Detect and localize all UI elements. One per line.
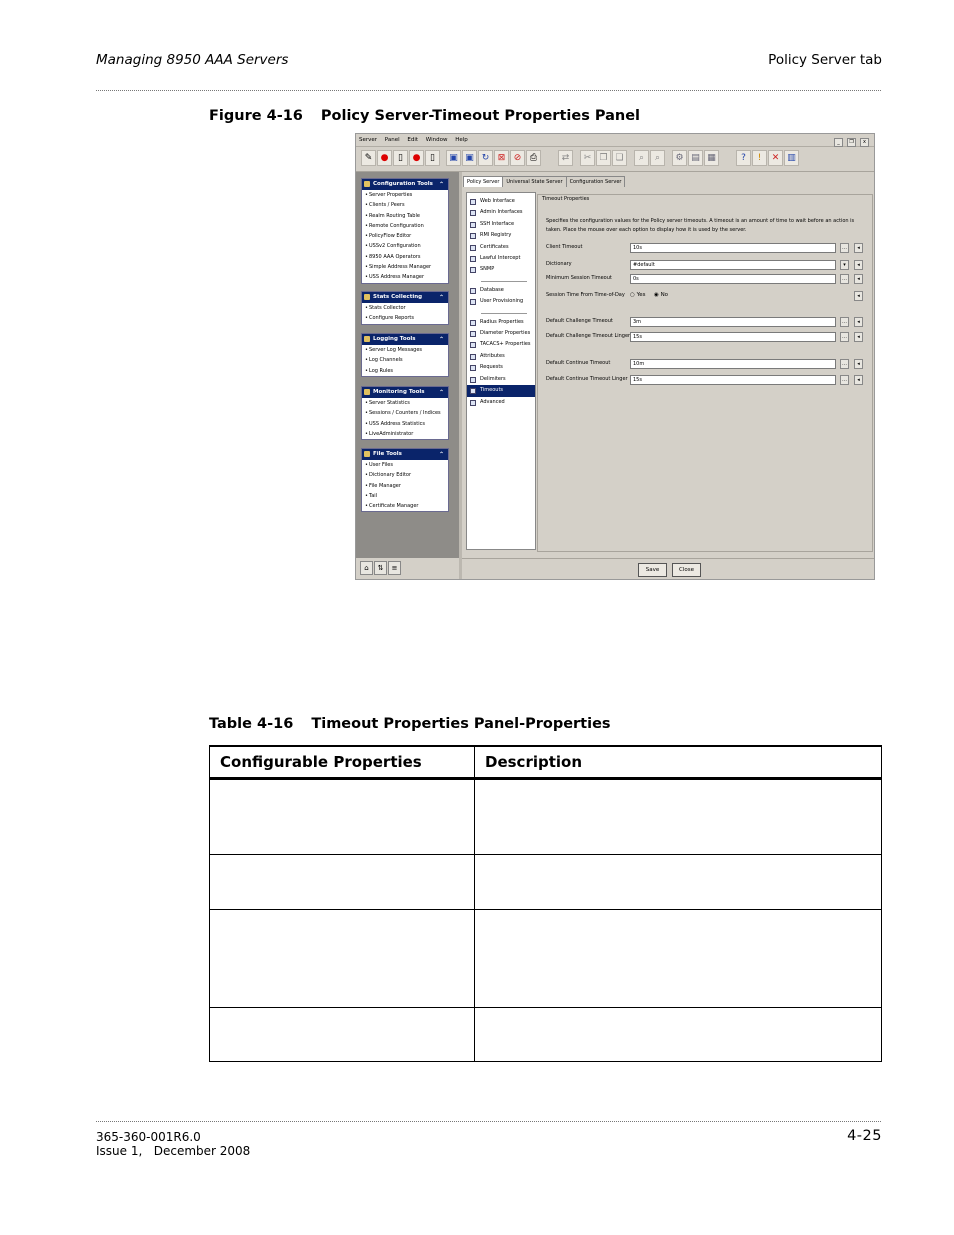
sidebar-item[interactable]: • Tail [362,491,448,501]
nav-item[interactable]: Attributes [467,351,535,362]
sidebar-item[interactable]: • Server Statistics [362,398,448,408]
sidebar-item[interactable]: • Realm Routing Table [362,211,448,221]
nav-item[interactable]: Requests [467,362,535,373]
default-challenge-linger-input[interactable]: 15s [630,332,836,342]
record-icon[interactable]: ● [377,150,392,166]
nav-item[interactable]: Advanced [467,397,535,408]
remove-icon[interactable]: ⊘ [510,150,525,166]
database-icon[interactable]: ▥ [784,150,799,166]
file-tools-box [361,448,449,512]
nav-item[interactable]: Radius Properties [467,317,535,328]
restore-icon[interactable]: ❐ [847,138,856,147]
sidebar-item[interactable]: • Log Rules [362,366,448,376]
connect-icon[interactable]: ✎ [361,150,376,166]
paste-icon[interactable]: ❏ [612,150,627,166]
menu-edit[interactable]: Edit [407,137,419,143]
figure-number: Figure 4-16 [209,108,303,124]
no-radio[interactable]: ◉ No [654,292,669,298]
logging-tools-header[interactable]: Logging Tools ⌃ [362,334,448,345]
nav-item[interactable]: SSH Interface [467,219,535,230]
reset-button[interactable]: ◂ [854,332,863,342]
footer-doc-info [96,1130,250,1158]
table-cell [210,1008,475,1062]
panel-title: Timeout Properties [542,196,590,202]
menu-server[interactable]: Server [359,137,378,143]
home-icon[interactable]: ⌂ [360,561,373,575]
nav-item[interactable]: Diameter Properties [467,328,535,339]
field-label: Default Continue Timeout [546,360,611,366]
stats-collecting-box [361,291,449,325]
reset-button[interactable]: ◂ [854,274,863,284]
list-icon[interactable]: ≡ [388,561,401,575]
sidebar-item[interactable]: • Certificate Manager [362,501,448,511]
table-cell [475,779,882,855]
monitoring-tools-box [361,386,449,440]
nav-item-timeouts[interactable]: Timeouts [467,385,535,396]
dictionary-row [546,260,866,270]
settings-icon[interactable]: ⚙ [672,150,687,166]
timeout-properties-panel [537,194,873,552]
nav-item[interactable]: RMI Registry [467,230,535,241]
toolbar [356,147,874,172]
table-cell [475,1008,882,1062]
about-icon[interactable]: ! [752,150,767,166]
table-cell [210,779,475,855]
sidebar-item[interactable]: • Simple Address Manager [362,262,448,272]
table-row [210,1008,882,1062]
nav-item[interactable]: TACACS+ Properties [467,339,535,350]
tree-icon[interactable]: ⇅ [374,561,387,575]
sidebar-item[interactable]: • Configure Reports [362,313,448,323]
printer-icon[interactable]: ⎙ [526,150,541,166]
default-continue-linger-input[interactable]: 15s [630,375,836,385]
delete-icon[interactable]: ⊠ [494,150,509,166]
sidebar-bottom-bar [356,558,459,580]
default-continue-timeout-input[interactable]: 10m [630,359,836,369]
sidebar-item[interactable]: • PolicyFlow Editor [362,231,448,241]
default-challenge-timeout-row [546,317,866,327]
reset-button[interactable]: ◂ [854,243,863,253]
running-header-left: Managing 8950 AAA Servers [96,52,289,68]
table-cell [475,855,882,910]
find-icon[interactable]: ⌕ [634,150,649,166]
default-continue-timeout-row [546,359,866,369]
field-label: Default Continue Timeout Linger [546,376,628,382]
sidebar-item[interactable]: • USS Address Manager [362,272,448,282]
collapse-icon[interactable]: ⌃ [438,181,444,188]
sidebar-item[interactable]: • Stats Collector [362,303,448,313]
table-row [210,779,882,855]
sidebar-item[interactable]: • Server Properties [362,190,448,200]
reset-button[interactable]: ◂ [854,359,863,369]
nav-item[interactable]: Database [467,285,535,296]
tools-sidebar [356,172,459,558]
sidebar-item[interactable]: • Log Channels [362,355,448,365]
dropdown-icon[interactable]: ▾ [840,260,849,270]
doc-number: 365-360-001R6.0 [96,1130,201,1144]
monitoring-tools-header[interactable]: Monitoring Tools ⌃ [362,387,448,398]
nav-item[interactable]: SNMP [467,264,535,275]
column-header: Description [475,746,882,779]
properties-icon[interactable]: ▤ [688,150,703,166]
edit-button[interactable]: … [842,276,847,282]
save-icon[interactable]: ▣ [446,150,461,166]
min-session-timeout-row [546,274,866,284]
nav-separator [481,281,527,282]
splitter[interactable] [459,172,462,580]
sidebar-item[interactable]: • Remote Configuration [362,221,448,231]
column-header: Configurable Properties [210,746,475,779]
action-bar [462,558,875,580]
close-window-icon[interactable]: x [860,138,869,147]
edit-button[interactable]: … [842,319,847,325]
table-header-row [210,746,882,779]
sidebar-item[interactable]: • 8950 AAA Operators [362,252,448,262]
stats-collecting-header[interactable]: Stats Collecting ⌃ [362,292,448,303]
cut-icon[interactable]: ✂ [580,150,595,166]
table-cell [210,910,475,1008]
field-label: Dictionary [546,261,572,267]
figure-title: Policy Server-Timeout Properties Panel [320,108,641,124]
reset-button[interactable]: ◂ [854,291,863,301]
field-label: Default Challenge Timeout [546,318,613,324]
field-label: Minimum Session Timeout [546,275,612,281]
tab-universal-state-server[interactable]: Universal State Server [502,176,566,187]
table-number: Table 4-16 [209,716,294,732]
copy-icon[interactable]: ❐ [596,150,611,166]
properties-table [209,745,882,1062]
sidebar-item[interactable]: • Sessions / Counters / Indices [362,408,448,418]
reset-button[interactable]: ◂ [854,317,863,327]
sidebar-item[interactable]: • USS Address Statistics [362,419,448,429]
menu-panel[interactable]: Panel [384,137,400,143]
table-caption [209,716,611,732]
nav-separator [481,313,527,314]
table-cell [210,855,475,910]
sidebar-item[interactable]: • File Manager [362,481,448,491]
minimize-icon[interactable]: _ [834,138,843,147]
session-time-row [546,291,866,301]
server-tabs [463,176,624,189]
client-timeout-row [546,243,866,253]
default-continue-linger-row [546,375,866,385]
sidebar-item[interactable]: • USSv2 Configuration [362,241,448,251]
footer-divider [96,1121,881,1122]
reset-button[interactable]: ◂ [854,260,863,270]
issue-date: Issue 1, December 2008 [96,1144,251,1158]
window-controls [833,135,872,147]
field-label: Session Time From Time-of-Day [546,292,625,298]
nav-item[interactable]: Certificates [467,242,535,253]
field-label: Default Challenge Timeout Linger [546,333,631,339]
page-icon[interactable]: ▯ [425,150,440,166]
save-button[interactable]: Save [638,563,667,577]
close-button[interactable]: Close [672,563,701,577]
edit-button[interactable]: … [842,377,847,383]
nav-item[interactable]: Web Interface [467,196,535,207]
menu-bar [356,134,874,147]
tools-icon[interactable]: ✕ [768,150,783,166]
edit-button[interactable]: … [842,361,847,367]
nav-item[interactable]: Admin Interfaces [467,207,535,218]
screenshot-figure [355,133,875,580]
help-icon[interactable]: ? [736,150,751,166]
sidebar-item[interactable]: • Clients / Peers [362,200,448,210]
default-challenge-linger-row [546,332,866,342]
nav-item[interactable]: User Provisioning [467,296,535,307]
configuration-tools-box [361,178,449,284]
sidebar-item[interactable]: • Dictionary Editor [362,470,448,480]
find-next-icon[interactable]: ⌕ [650,150,665,166]
configuration-tools-header[interactable]: Configuration Tools ⌃ [362,179,448,190]
figure-caption [209,108,640,124]
panel-description: Specifies the configuration values for the Policy server timeouts. A timeout is an amount of time to wait before an action is taken. Place the mouse over each option to display how it is used by the server. [546,218,855,233]
stop-icon[interactable]: ● [409,150,424,166]
export-icon[interactable]: ▦ [704,150,719,166]
reset-button[interactable]: ◂ [854,375,863,385]
save-all-icon[interactable]: ▣ [462,150,477,166]
tab-policy-server[interactable]: Policy Server [463,176,503,187]
collapse-icon[interactable]: ⌃ [438,389,444,396]
field-label: Client Timeout [546,244,583,250]
tab-configuration-server[interactable]: Configuration Server [566,176,626,187]
menu-window[interactable]: Window [425,137,448,143]
refresh-icon[interactable]: ↻ [478,150,493,166]
default-challenge-timeout-input[interactable]: 3m [630,317,836,327]
sidebar-item[interactable]: • User Files [362,460,448,470]
nav-item[interactable]: Lawful Intercept [467,253,535,264]
sync-icon[interactable]: ⇄ [558,150,573,166]
client-timeout-input[interactable]: 10s [630,243,836,253]
page-number: 4-25 [847,1128,882,1144]
yes-radio[interactable]: ○ Yes [630,292,646,298]
edit-button[interactable]: … [842,334,847,340]
collapse-icon[interactable]: ⌃ [438,294,444,301]
table-title: Timeout Properties Panel-Properties [311,716,611,732]
table-cell [475,910,882,1008]
nav-item[interactable]: Delimiters [467,374,535,385]
sidebar-item[interactable]: • LiveAdministrator [362,429,448,439]
edit-button[interactable]: … [842,245,847,251]
min-session-timeout-input[interactable]: 0s [630,274,836,284]
document-icon[interactable]: ▯ [393,150,408,166]
dictionary-select[interactable]: #default [630,260,836,270]
collapse-icon[interactable]: ⌃ [438,451,444,458]
collapse-icon[interactable]: ⌃ [438,336,444,343]
file-tools-header[interactable]: File Tools ⌃ [362,449,448,460]
table-row [210,855,882,910]
sidebar-item[interactable]: • Server Log Messages [362,345,448,355]
properties-nav [466,192,536,550]
logging-tools-box [361,333,449,377]
header-divider [96,90,881,91]
running-header-right: Policy Server tab [768,52,882,68]
menu-help[interactable]: Help [455,137,468,143]
table-row [210,910,882,1008]
